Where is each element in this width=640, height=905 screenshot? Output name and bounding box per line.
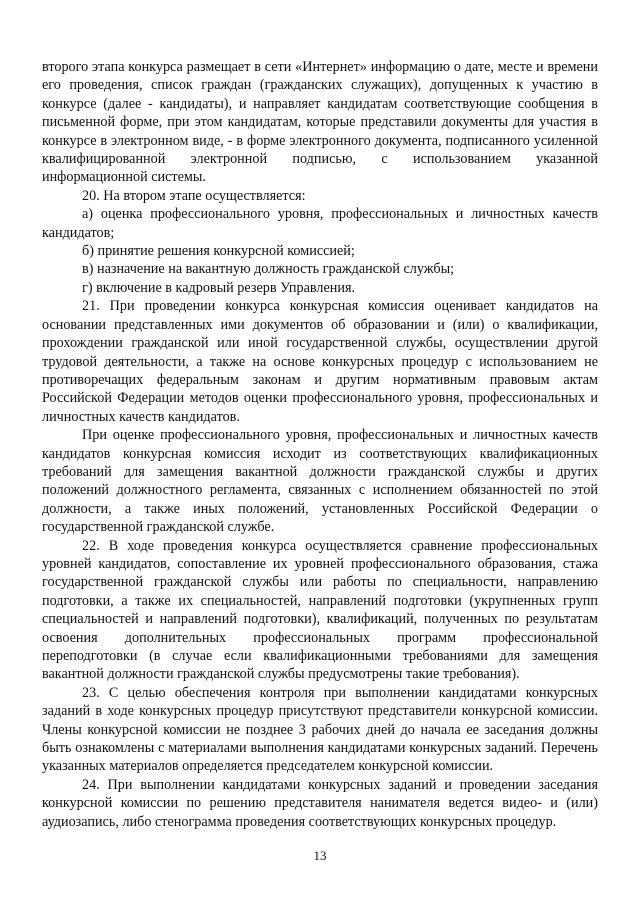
list-item-a: а) оценка профессионального уровня, профессиональных и личностных качеств кандидатов;: [42, 206, 598, 241]
paragraph-20: 20. На втором этапе осуществляется:: [82, 187, 306, 204]
list-item-b: б) принятие решения конкурсной комиссией;: [82, 243, 355, 260]
paragraph-23: 23. С целью обеспечения контроля при выполнении кандидатами конкурсных заданий в ходе конкурсных процедур присутствуют представители конкурсной комиссии. Члены конкурсной комиссии не позднее 3 рабочих дней до начала ее заседания должны быть ознакомлены с материалами выполнения кандидатами конкурсных заданий. Перечень указанных материалов определяется председателем конкурсной комиссии.: [42, 684, 598, 775]
paragraph-21: 21. При проведении конкурса конкурсная комиссия оценивает кандидатов на основании представленных ими документов об образовании и (или) о квалификации, прохождении гражданской или иной государственной службы, осуществлении другой трудовой деятельности, а также на основе конкурсных процедур с использованием не противоречащих федеральным законам и другим нормативным правовым актам Российской Федерации методов оценки профессионального уровня, профессиональных и личностных качеств кандидатов.: [42, 298, 598, 425]
paragraph-continuation: второго этапа конкурса размещает в сети «Интернет» информацию о дате, месте и времени его проведения, список граждан (гражданских служащих), допущенных к участию в конкурсе (далее - кандидаты), и направляет кандидатам соответствующие сообщения в письменной форме, при этом кандидатам, которые представили документы для участия в конкурсе в электронном виде, - в форме электронного документа, подписанного усиленной квалифицированной электронной подписью, с использованием указанной информационной системы.: [42, 59, 598, 186]
paragraph-21-assessment: При оценке профессионального уровня, профессиональных и личностных качеств кандидатов конкурсная комиссия исходит из соответствующих квалификационных требований для замещения вакантной должности гражданской службы и других положений должностного регламента, связанных с исполнением обязанностей по этой должности, а также иных положений, установленных Российской Федерации о государственной гражданской службе.: [42, 427, 598, 536]
paragraph-24: 24. При выполнении кандидатами конкурсных заданий и проведении заседания конкурсной комиссии по решению представителя нанимателя ведется видео- и (или) аудиозапись, либо стенограмма проведения соответствующих конкурсных процедур.: [42, 776, 598, 830]
page-number: 13: [313, 848, 327, 863]
list-item-v: в) назначение на вакантную должность гражданской службы;: [82, 261, 455, 278]
list-item-g: г) включение в кадровый резерв Управления.: [82, 279, 356, 296]
paragraph-22: 22. В ходе проведения конкурса осуществляется сравнение профессиональных уровней кандидатов, сопоставление их уровней профессионального образования, стажа государственной гражданской службы или работы по специальности, направлению подготовки, а также их специальностей, направлений подготовки (укрупненных групп специальностей и направлений подготовки), квалификаций, полученных по результатам освоения дополнительных профессиональных программ профессиональной переподготовки (в случае если квалификационными требованиями для замещения вакантной должности гражданской службы предусмотрены такие требования).: [42, 537, 598, 683]
document-body: [42, 58, 598, 831]
